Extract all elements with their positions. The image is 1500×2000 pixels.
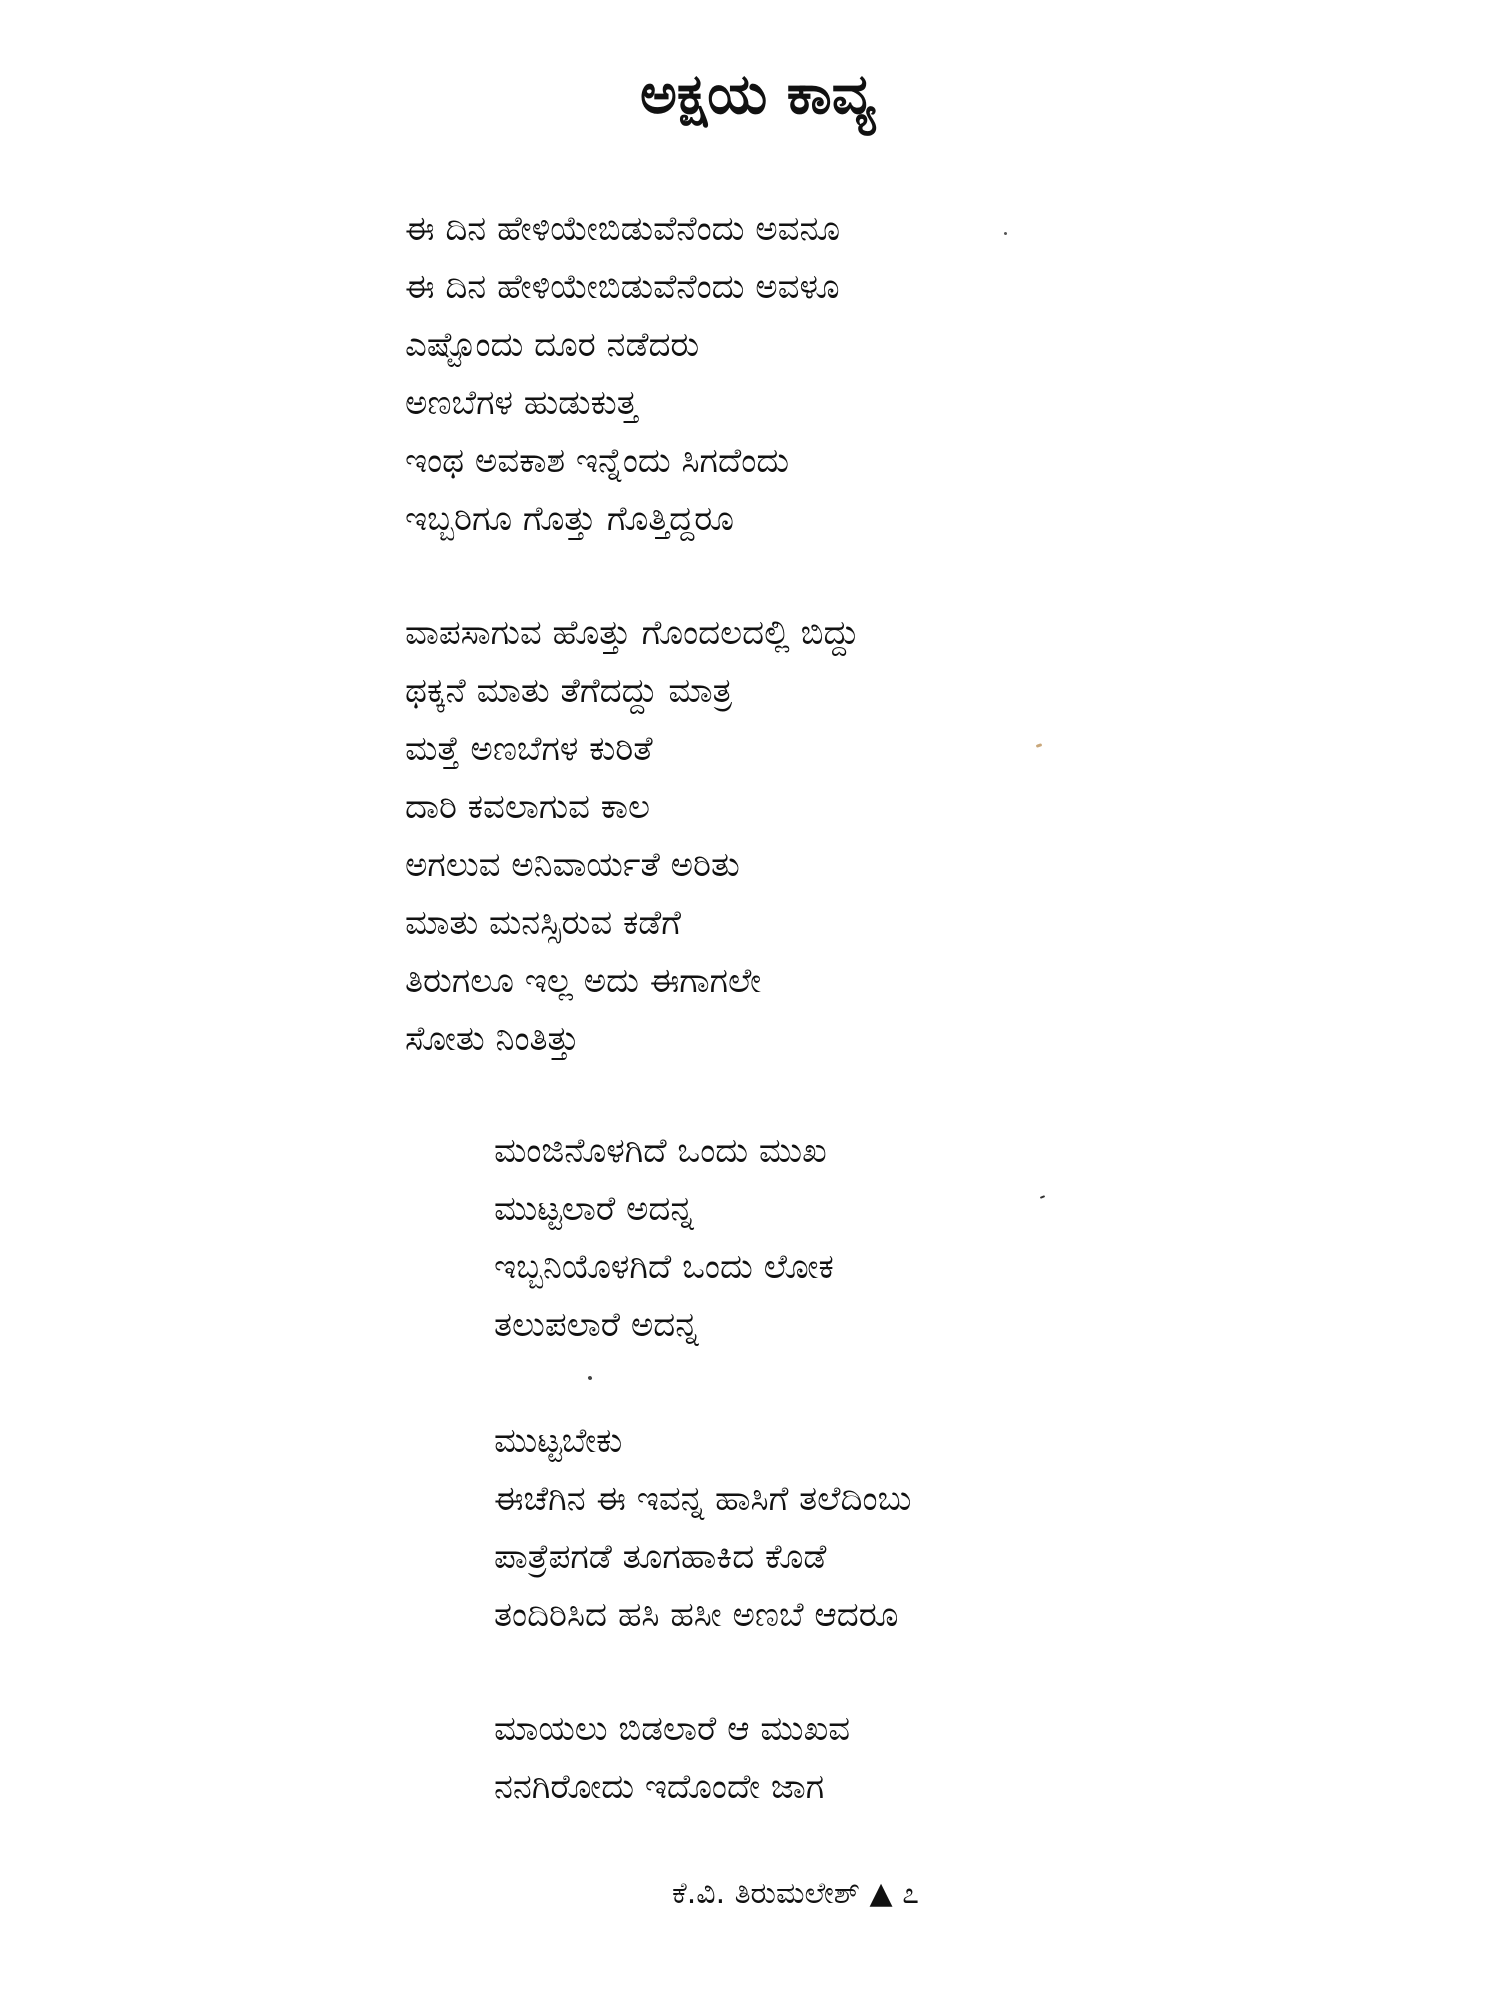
poem-line: ಅಗಲುವ ಅನಿವಾರ್ಯತೆ ಅರಿತು bbox=[405, 845, 740, 885]
stanza bbox=[405, 200, 840, 548]
poem-line: ಈಚೆಗಿನ ಈ ಇವನ್ನ ಹಾಸಿಗೆ ತಲೆದಿಂಬು bbox=[494, 1479, 912, 1519]
poem-line: ಇಬ್ಬನಿಯೊಳಗಿದೆ ಒಂದು ಲೋಕ bbox=[494, 1247, 834, 1287]
poem-line: ನನಗಿರೋದು ಇದೊಂದೇ ಜಾಗ bbox=[494, 1767, 825, 1807]
poem-title: ಅಕ್ಷಯ ಕಾವ್ಯ bbox=[640, 62, 876, 127]
poem-line: ಮುಟ್ಟಲಾರೆ ಅದನ್ನ bbox=[494, 1189, 694, 1229]
poem-line: ಎಷ್ಟೊಂದು ದೂರ ನಡೆದರು bbox=[405, 325, 700, 365]
author-page-footer: ಕೆ.ವಿ. ತಿರುಮಲೇಶ್ ▲ ೭ bbox=[672, 1876, 919, 1911]
stanza bbox=[494, 1122, 834, 1354]
paper-speck bbox=[1004, 232, 1008, 236]
poem-line: ಈ ದಿನ ಹೇಳಿಯೇಬಿಡುವೆನೆಂದು ಅವಳೂ bbox=[405, 267, 840, 307]
poem-line: ಅಣಬೆಗಳ ಹುಡುಕುತ್ತ bbox=[405, 383, 638, 423]
poem-line: ಇಬ್ಬರಿಗೂ ಗೊತ್ತು ಗೊತ್ತಿದ್ದರೂ bbox=[405, 499, 734, 539]
poem-line: ಮತ್ತೆ ಅಣಬೆಗಳ ಕುರಿತೆ bbox=[405, 729, 653, 769]
stanza bbox=[405, 604, 859, 1068]
poem-line: ಈ ದಿನ ಹೇಳಿಯೇಬಿಡುವೆನೆಂದು ಅವನೂ bbox=[405, 209, 841, 249]
poem-line: ದಾರಿ ಕವಲಾಗುವ ಕಾಲ bbox=[405, 787, 651, 827]
poem-line: ಮುಟ್ಟಬೇಕು bbox=[494, 1421, 623, 1461]
poem-line: ಮಾಯಲು ಬಿಡಲಾರೆ ಆ ಮುಖವ bbox=[494, 1709, 851, 1749]
stanza bbox=[494, 1700, 850, 1816]
paper-speck bbox=[1036, 743, 1043, 748]
poem-line: ಪಾತ್ರೆಪಗಡೆ ತೂಗಹಾಕಿದ ಕೊಡೆ bbox=[494, 1537, 827, 1577]
poem-line: ಸೋತು ನಿಂತಿತ್ತು bbox=[405, 1019, 580, 1059]
paper-speck bbox=[1040, 1195, 1045, 1199]
poem-line: ಇಂಥ ಅವಕಾಶ ಇನ್ನೆಂದು ಸಿಗದೆಂದು bbox=[405, 441, 790, 481]
poem-line: ತಂದಿರಿಸಿದ ಹಸಿ ಹಸೀ ಅಣಬೆ ಆದರೂ bbox=[494, 1595, 899, 1635]
poem-line: ಥಕ್ಕನೆ ಮಾತು ತೆಗೆದದ್ದು ಮಾತ್ರ bbox=[405, 671, 733, 711]
paper-speck bbox=[587, 1375, 592, 1380]
poem-line: ಮಂಜಿನೊಳಗಿದೆ ಒಂದು ಮುಖ bbox=[494, 1131, 827, 1171]
poem-line: ತಲುಪಲಾರೆ ಅದನ್ನ bbox=[494, 1305, 699, 1345]
poem-line: ವಾಪಸಾಗುವ ಹೊತ್ತು ಗೊಂದಲದಲ್ಲಿ ಬಿದ್ದು bbox=[405, 613, 860, 653]
poem-line: ತಿರುಗಲೂ ಇಲ್ಲ ಅದು ಈಗಾಗಲೇ bbox=[405, 961, 762, 1001]
poem-line: ಮಾತು ಮನಸ್ಸಿರುವ ಕಡೆಗೆ bbox=[405, 903, 682, 943]
stanza bbox=[494, 1412, 911, 1644]
